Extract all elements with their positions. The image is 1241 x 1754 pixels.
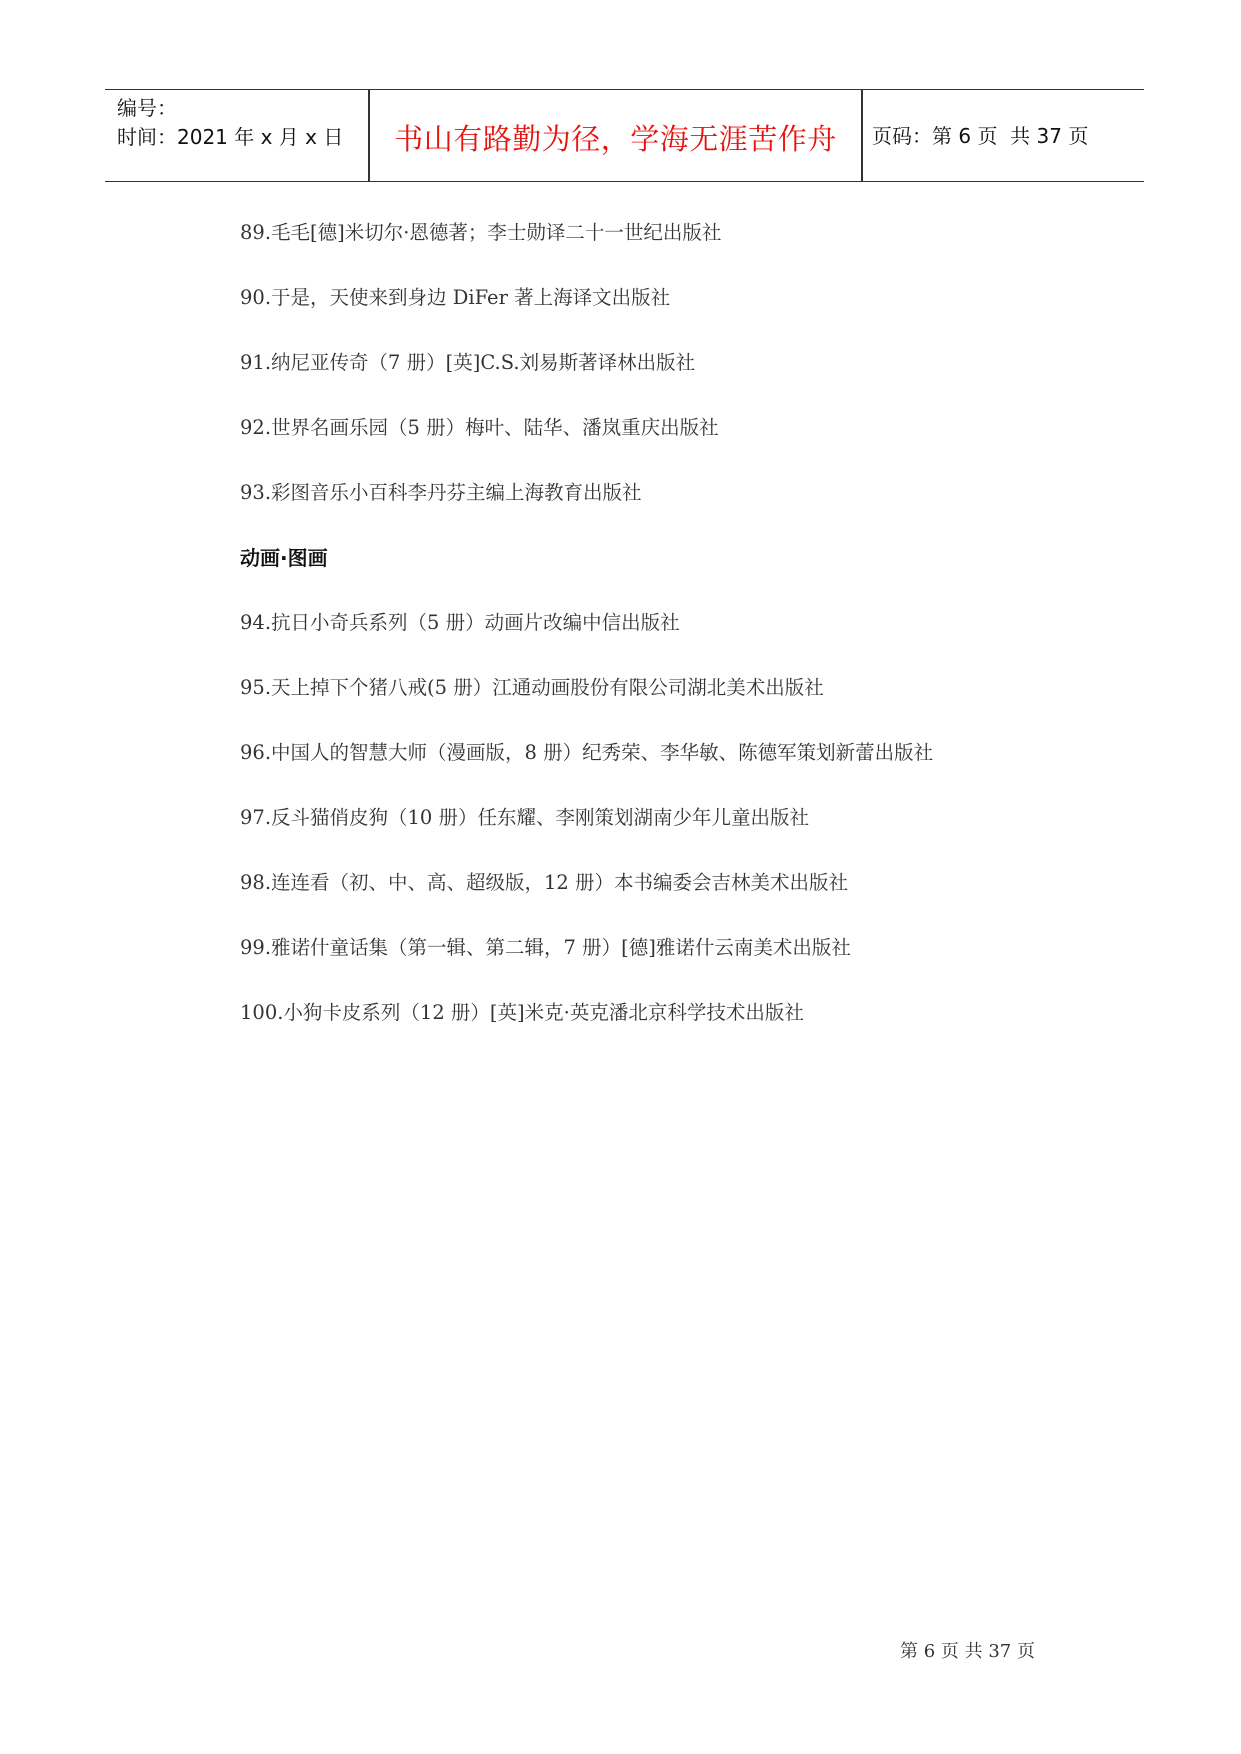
page-footer: 第 6 页 共 37 页: [900, 1641, 1035, 1662]
header-motto: 书山有路勤为径，学海无涯苦作舟: [394, 122, 837, 156]
date-label: 时间：2021 年 x 月 x 日: [117, 125, 344, 149]
list-item: 94.抗日小奇兵系列（5 册）动画片改编中信出版社: [240, 611, 680, 634]
list-item: 90.于是，天使来到身边 DiFer 著上海译文出版社: [240, 286, 671, 309]
list-item: 99.雅诺什童话集（第一辑、第二辑，7 册）[德]雅诺什云南美术出版社: [240, 936, 851, 959]
list-item: 96.中国人的智慧大师（漫画版，8 册）纪秀荣、李华敏、陈德军策划新蕾出版社: [240, 741, 934, 764]
header-divider: [861, 90, 863, 181]
section-heading: 动画·图画: [240, 546, 328, 570]
header-page-number: 页码：第 6 页 共 37 页: [872, 124, 1089, 148]
page-header: [105, 89, 1144, 182]
list-item: 97.反斗猫俏皮狗（10 册）任东耀、李刚策划湖南少年儿童出版社: [240, 806, 810, 829]
list-item: 91.纳尼亚传奇（7 册）[英]C.S.刘易斯著译林出版社: [240, 351, 696, 374]
list-item: 100.小狗卡皮系列（12 册）[英]米克·英克潘北京科学技术出版社: [240, 1001, 804, 1024]
book-list: [240, 222, 1120, 1067]
list-item: 89.毛毛[德]米切尔·恩德著；李士勋译二十一世纪出版社: [240, 221, 722, 244]
serial-number-label: 编号：: [117, 96, 177, 120]
list-item: 93.彩图音乐小百科李丹芬主编上海教育出版社: [240, 481, 642, 504]
list-item: 98.连连看（初、中、高、超级版，12 册）本书编委会吉林美术出版社: [240, 871, 849, 894]
header-meta: [117, 94, 343, 152]
list-item: 92.世界名画乐园（5 册）梅叶、陆华、潘岚重庆出版社: [240, 416, 719, 439]
list-item: 95.天上掉下个猪八戒(5 册）江通动画股份有限公司湖北美术出版社: [240, 676, 824, 699]
